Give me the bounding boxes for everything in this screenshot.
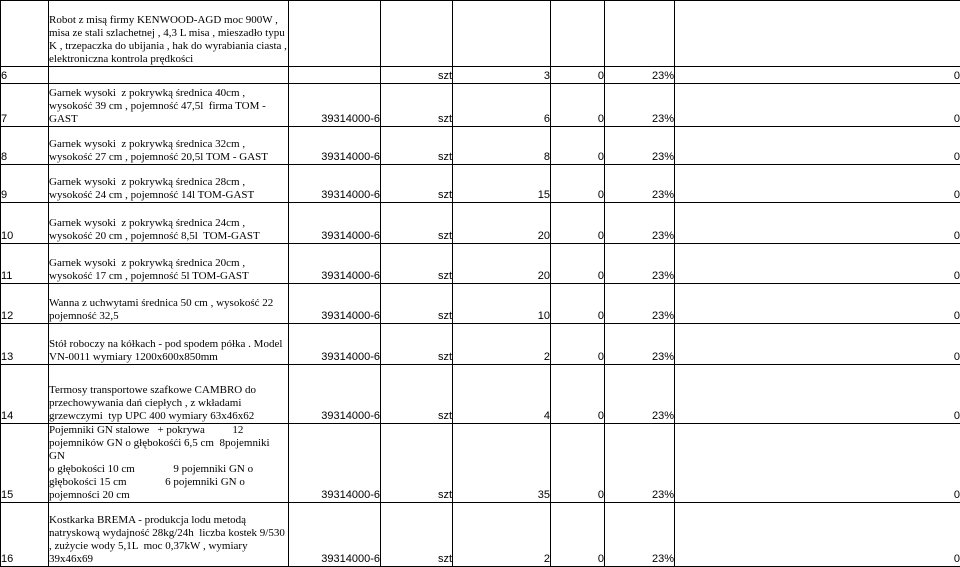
price-cell: 0 [551,165,605,203]
lp-cell [1,1,49,67]
value-cell: 0 [675,324,960,365]
description-text: Kostkarka BREMA - produkcja lodu metodą natryskową wydajność 28kg/24h liczba kostek 9/530 , zużycie wody 5,1L moc 0,37kW , wymiary 39x46x69 [49,514,288,566]
description-text: Wanna z uchwytami średnica 50 cm , wysokość 22 pojemność 32,5 [49,297,288,323]
value-cell: 0 [675,165,960,203]
value-cell: 0 [675,84,960,127]
table-row [1,244,960,284]
value-cell: 0 [675,424,960,503]
description-text: Stół roboczy na kółkach - pod spodem półka . Model VN-0011 wymiary 1200x600x850mm [49,338,288,364]
unit-cell: szt [381,324,453,365]
unit-cell: szt [381,165,453,203]
lp-cell: 8 [1,127,49,165]
description-text: Garnek wysoki z pokrywką średnica 32cm , wysokość 27 cm , pojemność 20,5l TOM - GAST [49,138,288,164]
quantity-cell: 20 [453,203,551,244]
lp-cell: 7 [1,84,49,127]
description-text: Garnek wysoki z pokrywką średnica 24cm , wysokość 20 cm , pojemność 8,5l TOM-GAST [49,217,288,243]
value-cell: 0 [675,203,960,244]
value-cell [675,1,960,67]
table-row [1,203,960,244]
description-cell [49,127,289,165]
lp-cell: 13 [1,324,49,365]
lp-cell: 11 [1,244,49,284]
quantity-cell: 20 [453,244,551,284]
price-cell: 0 [551,424,605,503]
cpv-code-cell: 39314000-6 [289,165,381,203]
unit-cell: szt [381,424,453,503]
description-text: Termosy transportowe szafkowe CAMBRO do przechowywania dań ciepłych , z wkładami grzewczymi typ UPC 400 wymiary 63x46x62 [49,384,288,423]
cpv-code-cell [289,67,381,84]
description-cell [49,84,289,127]
table-row [1,365,960,424]
description-cell [49,424,289,503]
vat-cell: 23% [605,165,675,203]
unit-cell: szt [381,67,453,84]
unit-cell: szt [381,84,453,127]
price-cell: 0 [551,365,605,424]
description-text: Garnek wysoki z pokrywką średnica 20cm , wysokość 17 cm , pojemność 5l TOM-GAST [49,257,288,283]
description-text: Garnek wysoki z pokrywką średnica 28cm , wysokość 24 cm , pojemność 14l TOM-GAST [49,176,288,202]
price-cell: 0 [551,203,605,244]
lp-cell: 10 [1,203,49,244]
cpv-code-cell: 39314000-6 [289,365,381,424]
quantity-cell: 3 [453,67,551,84]
value-cell: 0 [675,244,960,284]
description-cell [49,324,289,365]
description-cell [49,244,289,284]
price-cell: 0 [551,324,605,365]
unit-cell [381,1,453,67]
cpv-code-cell: 39314000-6 [289,203,381,244]
description-cell [49,165,289,203]
price-cell: 0 [551,284,605,324]
price-cell: 0 [551,127,605,165]
unit-cell: szt [381,203,453,244]
vat-cell: 23% [605,203,675,244]
table-row [1,67,960,84]
cpv-code-cell: 39314000-6 [289,324,381,365]
table-row [1,324,960,365]
lp-cell: 12 [1,284,49,324]
price-cell: 0 [551,503,605,567]
cpv-code-cell: 39314000-6 [289,284,381,324]
description-cell [49,203,289,244]
lp-cell: 9 [1,165,49,203]
table-row [1,127,960,165]
cpv-code-cell: 39314000-6 [289,244,381,284]
description-cell [49,284,289,324]
value-cell: 0 [675,67,960,84]
description-text: Garnek wysoki z pokrywką średnica 40cm , wysokość 39 cm , pojemność 47,5l firma TOM - GAST [49,87,288,126]
description-cell [49,365,289,424]
value-cell: 0 [675,127,960,165]
quantity-cell: 6 [453,84,551,127]
price-cell: 0 [551,67,605,84]
quantity-cell: 4 [453,365,551,424]
cpv-code-cell: 39314000-6 [289,503,381,567]
quantity-cell: 2 [453,503,551,567]
unit-cell: szt [381,365,453,424]
description-cell [49,1,289,67]
value-cell: 0 [675,503,960,567]
quantity-cell: 8 [453,127,551,165]
vat-cell: 23% [605,503,675,567]
table-row [1,503,960,567]
quantity-cell: 35 [453,424,551,503]
table-row [1,84,960,127]
vat-cell: 23% [605,84,675,127]
quantity-cell: 15 [453,165,551,203]
unit-cell: szt [381,127,453,165]
table-row [1,284,960,324]
vat-cell: 23% [605,67,675,84]
cpv-code-cell: 39314000-6 [289,424,381,503]
lp-cell: 6 [1,67,49,84]
vat-cell [605,1,675,67]
vat-cell: 23% [605,244,675,284]
vat-cell: 23% [605,324,675,365]
quantity-cell: 10 [453,284,551,324]
lp-cell: 15 [1,424,49,503]
vat-cell: 23% [605,127,675,165]
lp-cell: 16 [1,503,49,567]
vat-cell: 23% [605,424,675,503]
description-cell [49,503,289,567]
price-cell: 0 [551,84,605,127]
value-cell: 0 [675,284,960,324]
table-row [1,1,960,67]
vat-cell: 23% [605,284,675,324]
price-cell [551,1,605,67]
quantity-cell: 2 [453,324,551,365]
vat-cell: 23% [605,365,675,424]
unit-cell: szt [381,284,453,324]
description-cell [49,67,289,84]
value-cell: 0 [675,365,960,424]
cpv-code-cell: 39314000-6 [289,84,381,127]
cpv-code-cell: 39314000-6 [289,127,381,165]
price-cell: 0 [551,244,605,284]
unit-cell: szt [381,244,453,284]
unit-cell: szt [381,503,453,567]
quantity-cell [453,1,551,67]
description-text: Robot z misą firmy KENWOOD-AGD moc 900W , misa ze stali szlachetnej , 4,3 L misa , mieszadło typu K , trzepaczka do ubijania , hak do wyrabiania ciasta , elektroniczna kontrola prędkości [49,14,288,66]
cpv-code-cell [289,1,381,67]
table-row [1,165,960,203]
table-row [1,424,960,503]
lp-cell: 14 [1,365,49,424]
description-text: Pojemniki GN stalowe + pokrywa 12 pojemników GN o głębokośći 6,5 cm 8pojemniki GN o głębokości 10 cm 9 pojemniki GN o głębokości 15 cm 6 pojemniki GN o pojemności 20 cm [49,424,288,502]
